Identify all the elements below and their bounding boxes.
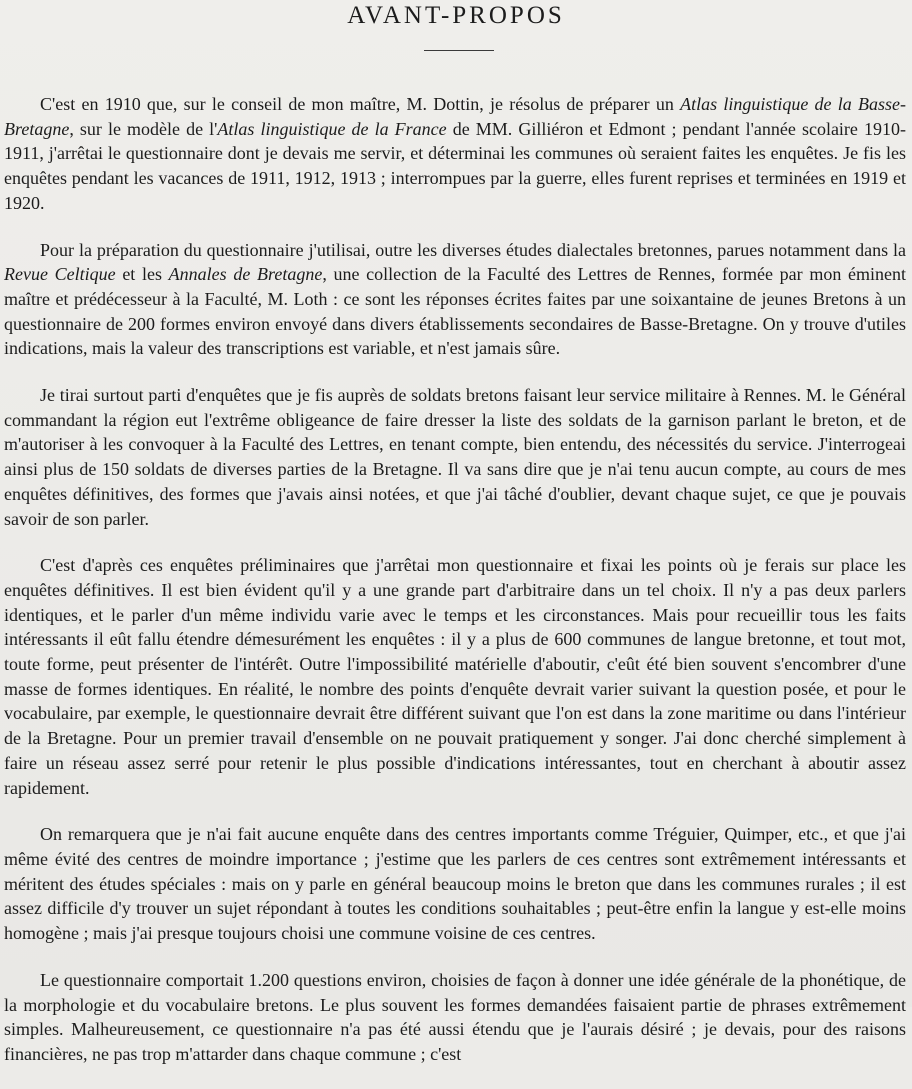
paragraph xyxy=(4,383,906,531)
paragraph xyxy=(4,238,906,362)
text-run: Pour la préparation du questionnaire j'utilisai, outre les diverses études dialectales bretonnes, parues notamment dans la xyxy=(40,239,906,260)
paragraph xyxy=(4,553,906,800)
text-run: Je tirai surtout parti d'enquêtes que je fis auprès de soldats bretons faisant leur service militaire à Rennes. M. le Général commandant la région eut l'extrême obligeance de faire dresser la liste des soldats de la garnison parlant le breton, et de m'autoriser à les convoquer à la Faculté des Lettres, en tenant compte, bien entendu, des nécessités du service. J'interrogeai ainsi plus de 150 soldats de diverses parties de la Bretagne. Il va sans dire que je n'ai tenu aucun compte, au cours de mes enquêtes définitives, des formes que j'avais ainsi notées, et que j'ai tâché d'oublier, devant chaque sujet, ce que je pouvais savoir de son parler. xyxy=(4,385,906,529)
italic-title: Atlas linguistique de la Basse-Bretagne xyxy=(4,94,906,139)
title-underline xyxy=(424,50,494,51)
text-run: C'est d'après ces enquêtes préliminaires que j'arrêtai mon questionnaire et fixai les points où je ferais sur place les enquêtes définitives. Il est bien évident qu'il y a une grande part d'arbitraire dans un tel choix. Il n'y a pas deux parlers identiques, et le parler d'un même individu varie avec le temps et les circonstances. Mais pour recueillir tous les faits intéressants il eût fallu étendre démesurément les enquêtes : il y a plus de 600 communes de langue bretonne, et tout mot, toute forme, peut présenter de l'intérêt. Outre l'impossibilité matérielle d'aboutir, c'eût été bien souvent s'encombrer d'une masse de formes identiques. En réalité, le nombre des points d'enquête devrait varier suivant la question posée, et pour le vocabulaire, par exemple, le questionnaire devrait être différent suivant que l'on est dans la zone maritime ou dans l'intérieur de la Bretagne. Pour un premier travail d'ensemble on ne pouvait pratiquement y songer. J'ai donc cherché simplement à faire un réseau assez serré pour retenir le plus possible d'indications intéressantes, tout en cherchant à aboutir assez rapidement. xyxy=(4,555,906,798)
text-run: et les xyxy=(115,264,169,285)
paragraph xyxy=(4,968,906,1067)
text-run: Le questionnaire comportait 1.200 questions environ, choisies de façon à donner une idée générale de la phonétique, de la morphologie et du vocabulaire bretons. Le plus souvent les formes demandées faisaient partie de phrases extrêmement simples. Malheureusement, ce questionnaire n'a pas été aussi étendu que je l'aurais désiré ; je devais, pour des raisons financières, ne pas trop m'attarder dans chaque commune ; c'est xyxy=(4,969,906,1064)
text-run: C'est en 1910 que, sur le conseil de mon maître, M. Dottin, je résolus de préparer un xyxy=(40,94,681,114)
paragraph xyxy=(4,822,906,946)
body-text xyxy=(4,92,906,1089)
text-run: , sur le modèle de l' xyxy=(69,118,218,139)
page-title: AVANT-PROPOS xyxy=(347,2,565,29)
italic-title: Revue Celtique xyxy=(4,264,116,285)
text-run: , une collection de la Faculté des Lettres de Rennes, formée par mon éminent maître et prédécesseur à la Faculté, M. Loth : ce sont les réponses écrites faites par une soixantaine de jeunes Bretons à un questionnaire de 200 formes environ envoyé dans divers établissements secondaires de Basse-Bretagne. On y trouve d'utiles indications, mais la valeur des transcriptions est variable, et n'est jamais sûre. xyxy=(4,264,906,359)
italic-title: Annales de Bretagne xyxy=(168,264,323,285)
italic-title: Atlas linguistique de la France xyxy=(217,118,447,139)
paragraph xyxy=(4,92,906,216)
text-run: de MM. Gilliéron et Edmont ; pendant l'année scolaire 1910-1911, j'arrêtai le questionnaire dont je devais me servir, et déterminai les communes où seraient faites les enquêtes. Je fis les enquêtes pendant les vacances de 1911, 1912, 1913 ; interrompues par la guerre, elles furent reprises et terminées en 1919 et 1920. xyxy=(4,118,906,213)
text-run: On remarquera que je n'ai fait aucune enquête dans des centres importants comme Tréguier, Quimper, etc., et que j'ai même évité des centres de moindre importance ; j'estime que les parlers de ces centres sont extrêmement intéressants et méritent des études spéciales : mais on y parle en général beaucoup moins le breton que dans les communes rurales ; il est assez difficile d'y trouver un sujet répondant à toutes les conditions souhaitables ; peut-être enfin la langue y est-elle moins homogène ; mais j'ai presque toujours choisi une commune voisine de ces centres. xyxy=(4,824,906,944)
